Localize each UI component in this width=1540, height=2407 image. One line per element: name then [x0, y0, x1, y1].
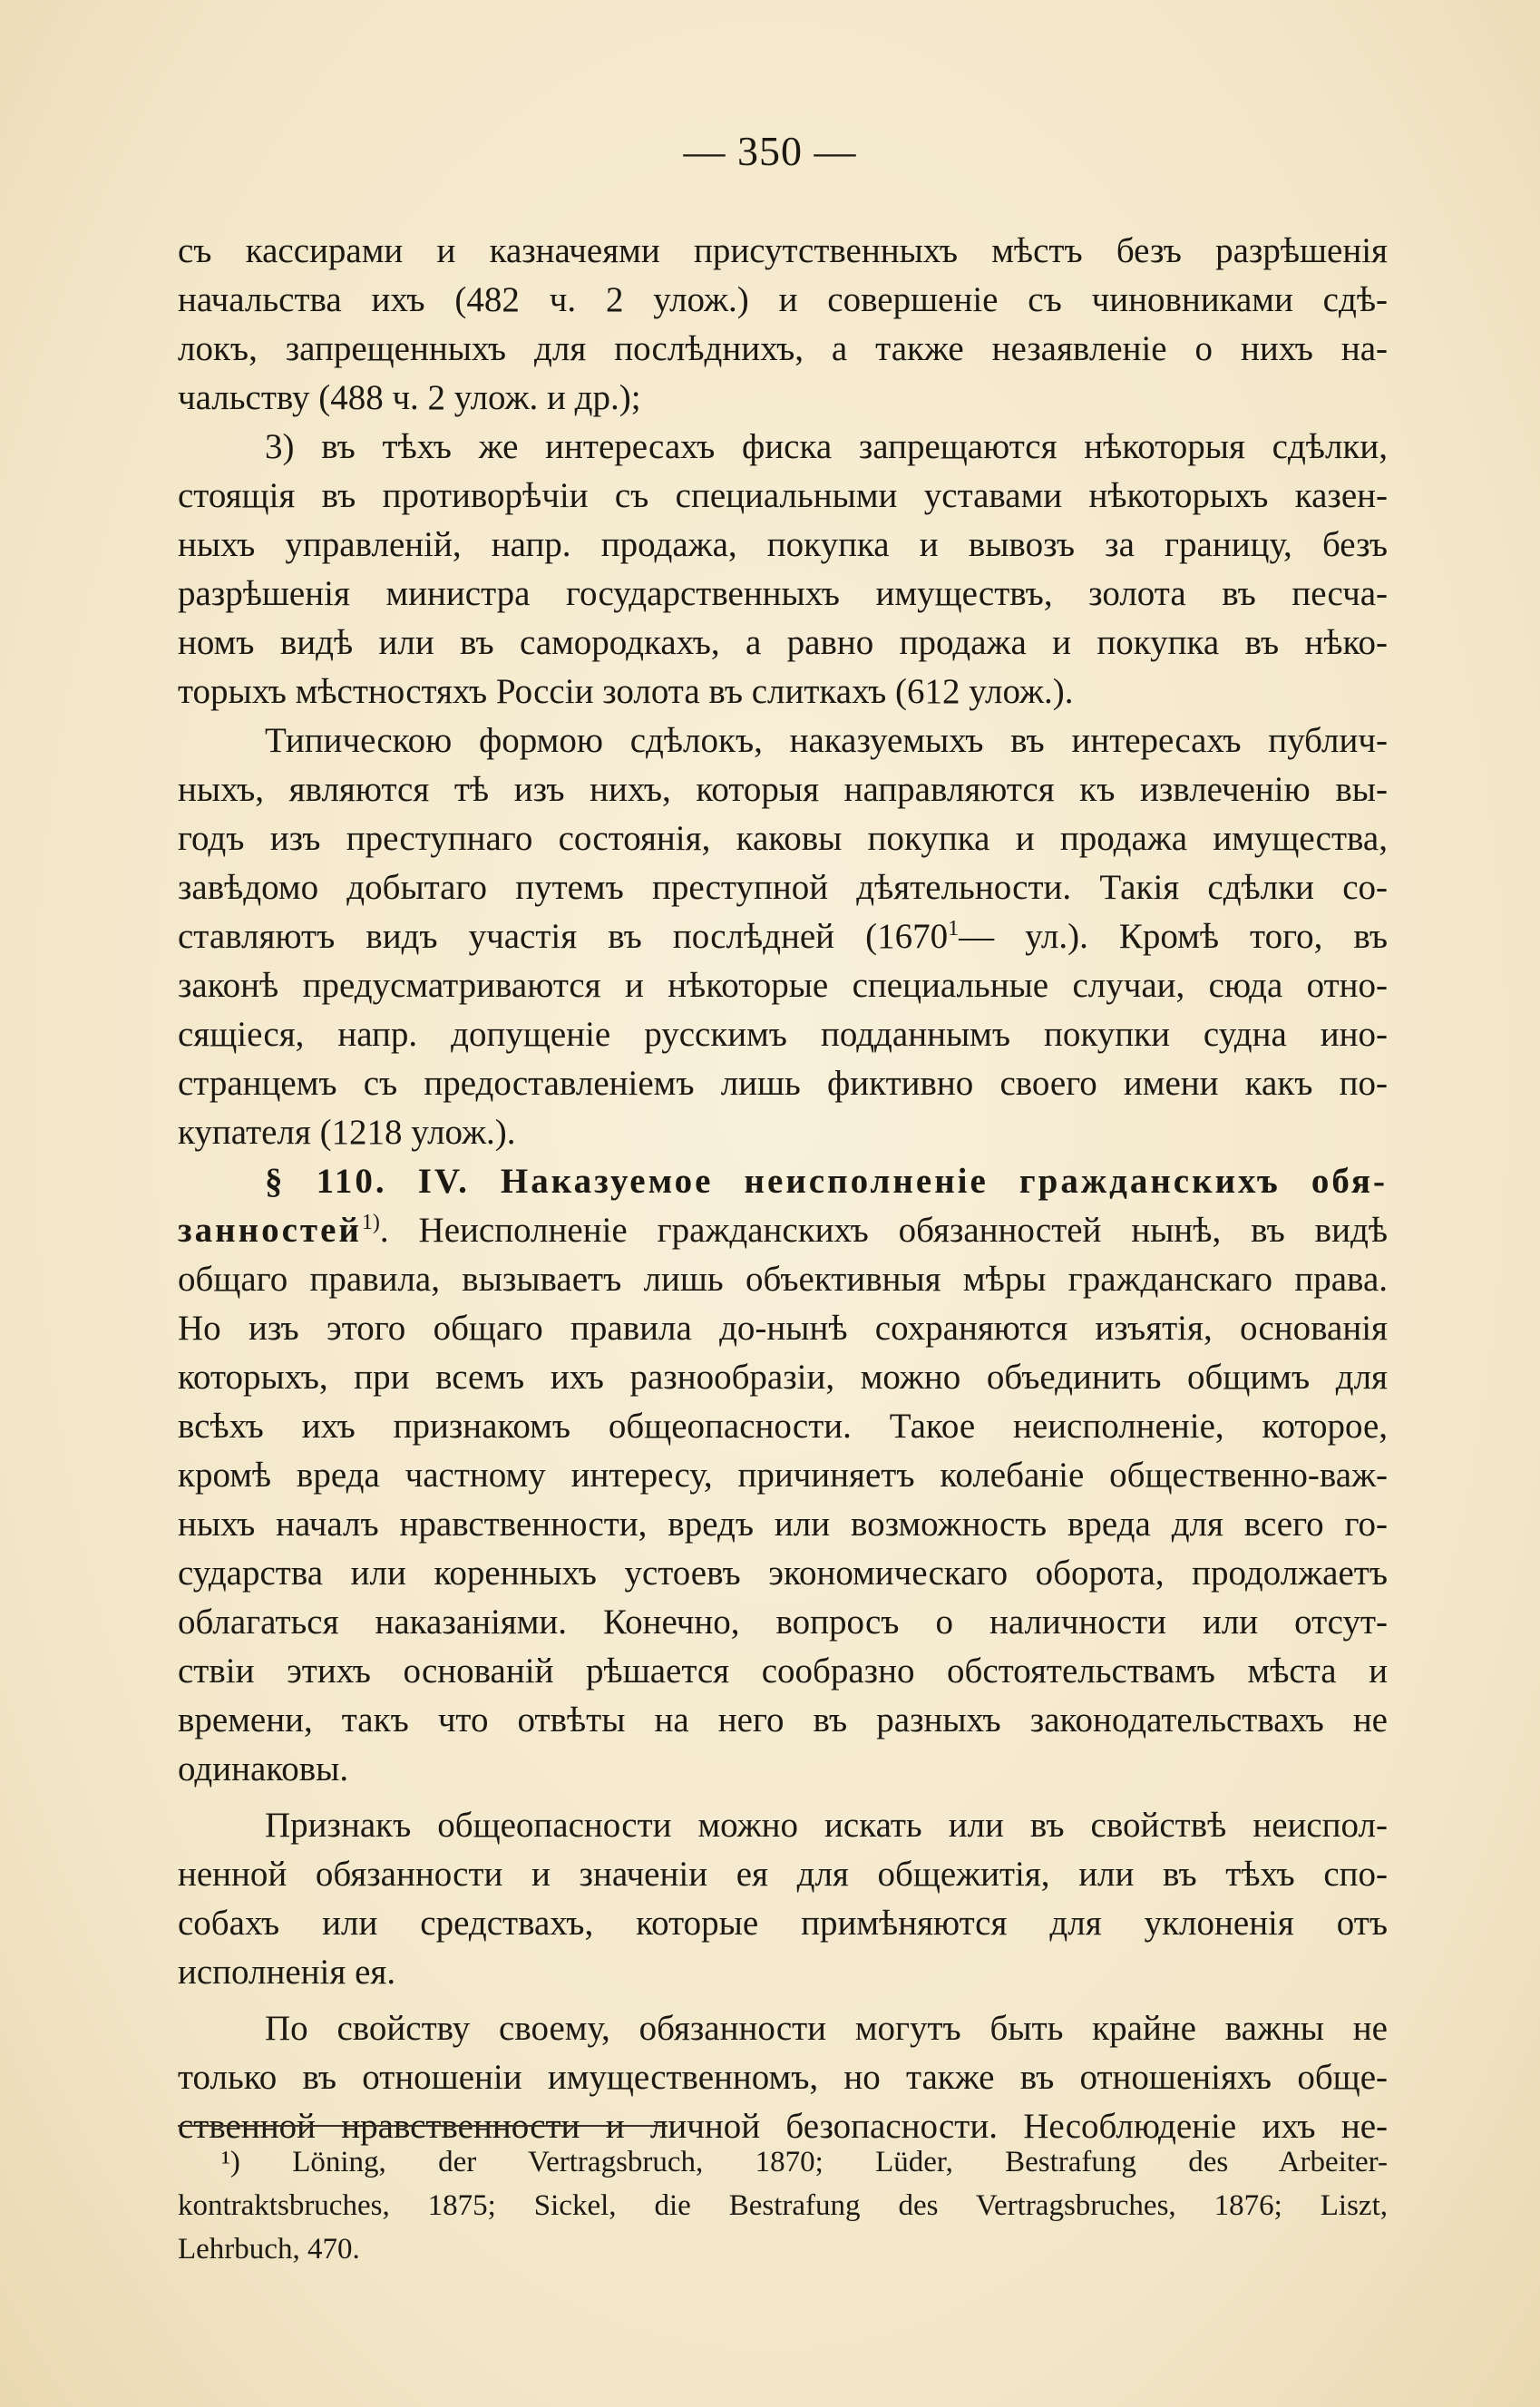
- text-line: 3) въ тѣхъ же интересахъ фиска запрещаются нѣкоторыя сдѣлки,: [265, 427, 1388, 466]
- text-line: торыхъ мѣстностяхъ Россіи золота въ слиткахъ (612 улож.).: [178, 672, 1074, 711]
- section-heading-text: занностей: [178, 1211, 362, 1250]
- text-line: законѣ предусматриваются и нѣкоторые специальные случаи, сюда отно-: [178, 966, 1388, 1005]
- text-line: [178, 912, 1388, 961]
- text-line: номъ видѣ или въ самородкахъ, а равно продажа и покупка въ нѣко-: [178, 623, 1388, 662]
- text-line: купателя (1218 улож.).: [178, 1113, 516, 1152]
- text-line: стоящія въ противорѣчіи съ специальными уставами нѣкоторыхъ казен-: [178, 476, 1388, 515]
- text-line: странцемъ съ предоставленіемъ лишь фиктивно своего имени какъ по-: [178, 1064, 1388, 1103]
- text-line: ныхъ управленій, напр. продажа, покупка и вывозъ за границу, безъ: [178, 525, 1388, 564]
- text-line: ственной нравственности и личной безопасности. Несоблюденіе ихъ не-: [178, 2107, 1388, 2146]
- footnote-ref: 1): [361, 1211, 380, 1234]
- text-line: сящіеся, напр. допущеніе русскимъ подданнымъ покупки судна ино-: [178, 1015, 1388, 1054]
- footnote-line: kontraktsbruches, 1875; Sickel, die Bestrafung des Vertragsbruches, 1876; Liszt,: [178, 2189, 1388, 2222]
- text-line: ныхъ, являются тѣ изъ нихъ, которыя направляются къ извлеченію вы-: [178, 770, 1388, 809]
- text-line: кромѣ вреда частному интересу, причиняетъ колебаніе общественно-важ-: [178, 1456, 1388, 1495]
- text-line: ненной обязанности и значеніи ея для общежитія, или въ тѣхъ спо-: [178, 1855, 1388, 1894]
- text-line: собахъ или средствахъ, которые примѣняются для уклоненія отъ: [178, 1904, 1388, 1943]
- text-line: Но изъ этого общаго правила до-нынѣ сохраняются изъятія, основанія: [178, 1309, 1388, 1348]
- text-line: Признакъ общеопасности можно искать или въ свойствѣ неиспол-: [265, 1806, 1388, 1845]
- text-line: По свойству своему, обязанности могутъ быть крайне важны не: [265, 2009, 1388, 2048]
- text-line: сударства или коренныхъ устоевъ экономическаго оборота, продолжаетъ: [178, 1554, 1388, 1593]
- text-line: локъ, запрещенныхъ для послѣднихъ, а также незаявленіе о нихъ на-: [178, 329, 1388, 368]
- text-line: [178, 1206, 1388, 1255]
- text-line: Типическою формою сдѣлокъ, наказуемыхъ въ интересахъ публич-: [265, 721, 1388, 760]
- text-line: ныхъ началъ нравственности, вредъ или возможность вреда для всего го-: [178, 1505, 1388, 1544]
- text-line: начальства ихъ (482 ч. 2 улож.) и совершеніе съ чиновниками сдѣ-: [178, 280, 1388, 319]
- text-line: разрѣшенія министра государственныхъ имуществъ, золота въ песча-: [178, 574, 1388, 613]
- text-fragment: — ул.). Кромѣ того, въ: [959, 917, 1388, 956]
- text-fragment: . Неисполненіе гражданскихъ обязанностей нынѣ, въ видѣ: [379, 1211, 1388, 1250]
- text-line: исполненія ея.: [178, 1953, 396, 1992]
- footnote-divider: [178, 2125, 668, 2127]
- footnote-line: ¹) Löning, der Vertragsbruch, 1870; Lüder, Bestrafung des Arbeiter-: [221, 2146, 1388, 2178]
- text-line: съ кассирами и казначеями присутственныхъ мѣстъ безъ разрѣшенія: [178, 231, 1388, 270]
- text-line: одинаковы.: [178, 1749, 349, 1788]
- text-fragment: ставляютъ видъ участія въ послѣдней (1670: [178, 917, 949, 956]
- section-heading: [265, 1157, 1388, 1206]
- page-number: — 350 —: [683, 128, 857, 174]
- text-line: которыхъ, при всемъ ихъ разнообразіи, можно объединить общимъ для: [178, 1358, 1388, 1397]
- footnote-line: Lehrbuch, 470.: [178, 2233, 360, 2266]
- section-heading-text: § 110. IV. Наказуемое неисполненіе гражданскихъ обя-: [265, 1162, 1388, 1201]
- text-line: ствіи этихъ основаній рѣшается сообразно обстоятельствамъ мѣста и: [178, 1652, 1388, 1691]
- text-line: всѣхъ ихъ признакомъ общеопасности. Такое неисполненіе, которое,: [178, 1407, 1388, 1446]
- text-line: годъ изъ преступнаго состоянія, каковы покупка и продажа имущества,: [178, 819, 1388, 858]
- text-line: чальству (488 ч. 2 улож. и др.);: [178, 378, 641, 417]
- text-line: облагаться наказаніями. Конечно, вопросъ о наличности или отсут-: [178, 1603, 1388, 1642]
- text-line: времени, такъ что отвѣты на него въ разныхъ законодательствахъ не: [178, 1700, 1388, 1739]
- text-line: завѣдомо добытаго путемъ преступной дѣятельности. Такія сдѣлки со-: [178, 868, 1388, 907]
- text-line: только въ отношеніи имущественномъ, но также въ отношеніяхъ обще-: [178, 2058, 1388, 2097]
- superscript: 1: [948, 917, 960, 940]
- text-line: общаго правила, вызываетъ лишь объективныя мѣры гражданскаго права.: [178, 1260, 1388, 1299]
